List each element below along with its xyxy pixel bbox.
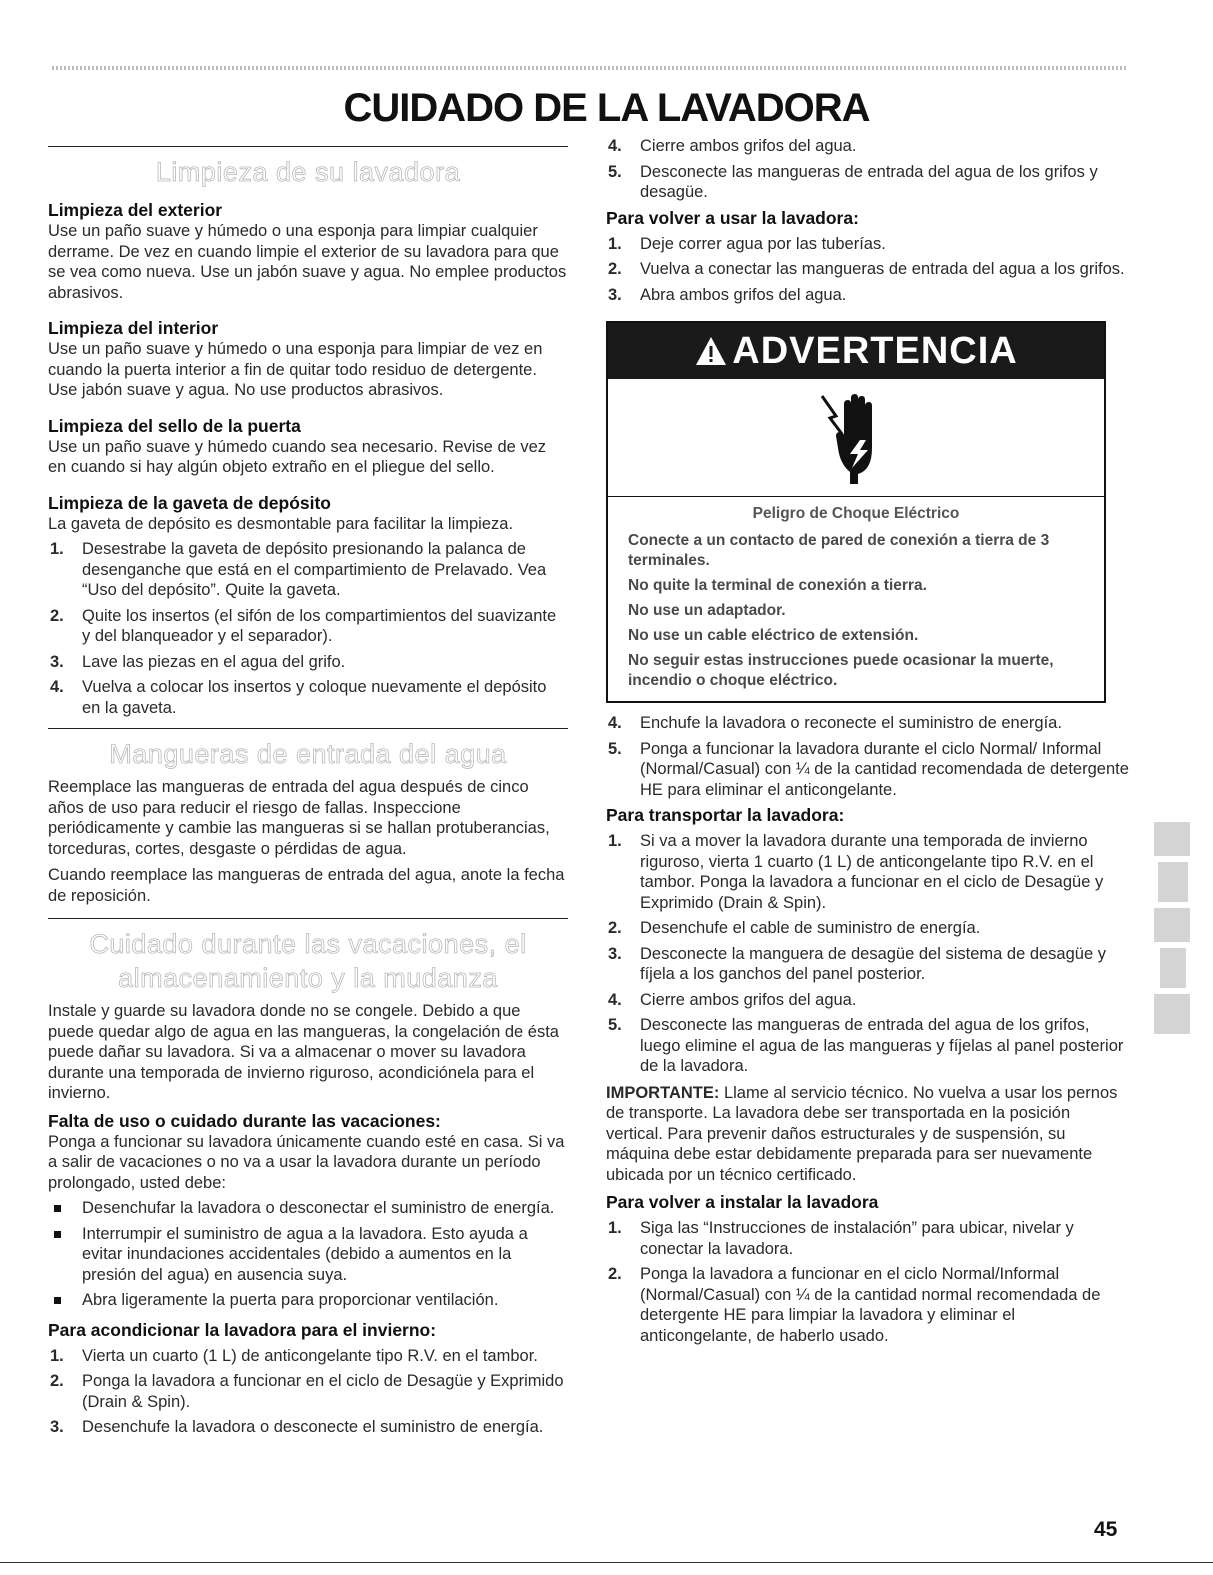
list-item: 5. Desconecte las mangueras de entrada del agua de los grifos, luego elimine el agua de las mangueras y fíjelas al panel posterior de la lavadora. bbox=[608, 1016, 1124, 1075]
warning-body bbox=[608, 497, 1104, 701]
interior-text: Use un paño suave y húmedo o una esponja para limpiar de vez en cuando la puerta interior a fin de quitar todo residuo de detergente. Use jabón suave y agua. No use productos abrasivos. bbox=[48, 340, 543, 399]
list-item: 5. Desconecte las mangueras de entrada del agua de los grifos y desagüe. bbox=[608, 162, 1098, 201]
important-label: IMPORTANTE: bbox=[606, 1083, 720, 1102]
bottom-rule bbox=[0, 1562, 1213, 1563]
list-item: 5. Ponga a funcionar la lavadora durante el ciclo Normal/ Informal (Normal/Casual) con ¼ de la cantidad recomendada de detergente HE para eliminar el anticongelante. bbox=[608, 739, 1129, 799]
reinstall-title: Para volver a instalar la lavadora bbox=[606, 1192, 879, 1212]
warning-header: ADVERTENCIA bbox=[608, 323, 1104, 379]
section-heading-vacation-2: almacenamiento y la mudanza bbox=[118, 963, 498, 993]
list-item: 1. Deje correr agua por las tuberías. bbox=[608, 234, 886, 253]
list-item: 1. Desestrabe la gaveta de depósito presionando la palanca de desenganche que está en el compartimiento de Prelavado. Vea “Uso del depósito”. Quite la gaveta. bbox=[50, 540, 547, 599]
page-number: 45 bbox=[1094, 1518, 1118, 1541]
seal-text: Use un paño suave y húmedo cuando sea necesario. Revise de vez en cuando si hay algún objeto extraño en el pliegue del sello. bbox=[48, 437, 547, 476]
bullet-item: Desenchufar la lavadora o desconectar el suministro de energía. bbox=[48, 1198, 568, 1219]
list-item: 4. Enchufe la lavadora o reconecte el suministro de energía. bbox=[608, 714, 1062, 732]
list-item: 1. Si va a mover la lavadora durante una temporada de invierno riguroso, vierta 1 cuarto (1 L) de anticongelante tipo R.V. en el tambor. Ponga la lavadora a funcionar en el ciclo de Desagüe y Exprimido (Drain & Spin). bbox=[608, 832, 1104, 912]
warning-triangle-icon bbox=[694, 335, 728, 367]
drawer-text: La gaveta de depósito es desmontable para facilitar la limpieza. bbox=[48, 514, 514, 533]
warning-line: No quite la terminal de conexión a tierra. bbox=[628, 577, 927, 594]
hoses-text-2: Cuando reemplace las mangueras de entrada del agua, anote la fecha de reposición. bbox=[48, 866, 565, 905]
important-note bbox=[606, 1083, 1130, 1186]
list-item: 1. Vierta un cuarto (1 L) de anticongelante tipo R.V. en el tambor. bbox=[50, 1346, 538, 1365]
winter-steps bbox=[48, 1346, 568, 1438]
list-item: 1. Siga las “Instrucciones de instalación” para ubicar, nivelar y conectar la lavadora. bbox=[608, 1219, 1074, 1258]
transport-title: Para transportar la lavadora: bbox=[606, 805, 845, 825]
vacation-bullets bbox=[48, 1198, 568, 1311]
list-item: 4. Cierre ambos grifos del agua. bbox=[608, 137, 857, 155]
continued-steps bbox=[606, 136, 1130, 203]
top-dotted-rule bbox=[52, 66, 1127, 70]
reuse-steps bbox=[606, 234, 1130, 306]
list-item: 2. Vuelva a conectar las mangueras de entrada del agua a los grifos. bbox=[608, 260, 1125, 278]
list-item: 3. Desconecte la manguera de desagüe del sistema de desagüe y fíjela a los ganchos del panel posterior. bbox=[608, 944, 1106, 983]
section-divider bbox=[48, 918, 568, 919]
warning-line: No use un adaptador. bbox=[628, 602, 786, 619]
list-item: 3. Abra ambos grifos del agua. bbox=[608, 285, 847, 304]
list-item: 2. Quite los insertos (el sifón de los compartimientos del suavizante y del blanqueador y el separador). bbox=[50, 606, 557, 645]
page-title: CUIDADO DE LA LAVADORA bbox=[343, 86, 870, 130]
exterior-title: Limpieza del exterior bbox=[48, 200, 223, 220]
bullet-item: Abra ligeramente la puerta para proporcionar ventilación. bbox=[48, 1290, 568, 1311]
list-item: 4. Cierre ambos grifos del agua. bbox=[608, 990, 857, 1009]
vacation-text: Ponga a funcionar su lavadora únicamente cuando esté en casa. Si va a salir de vacaciones o no va a usar la lavadora durante un período prolongado, usted debe: bbox=[48, 1132, 565, 1192]
transport-steps bbox=[606, 831, 1130, 1077]
list-item: 3. Lave las piezas en el agua del grifo. bbox=[50, 652, 346, 671]
seal-title: Limpieza del sello de la puerta bbox=[48, 415, 301, 436]
hoses-text-1: Reemplace las mangueras de entrada del agua después de cinco años de uso para reducir el riesgo de fallas. Inspeccione periódicamente y cambie las mangueras si se hallan protuberancias, torceduras, cortes, desgaste o pérdidas de agua. bbox=[48, 778, 550, 858]
left-column bbox=[48, 140, 568, 1438]
side-watermark-stamp bbox=[1148, 818, 1196, 1058]
section-heading-hoses: Mangueras de entrada del agua bbox=[109, 739, 507, 769]
section-heading-vacation-1: Cuidado durante las vacaciones, el bbox=[89, 929, 527, 959]
important-text: Llame al servicio técnico. No vuelva a usar los pernos de transporte. La lavadora debe ser transportada en la posición vertical. Para prevenir daños estructurales y de suspensión, su máquina debe estar debidamente preparada para ser nuevamente ubicada por un técnico certificado. bbox=[606, 1083, 1118, 1184]
winter-title: Para acondicionar la lavadora para el invierno: bbox=[48, 1319, 437, 1340]
warning-box bbox=[606, 321, 1106, 703]
exterior-text: Use un paño suave y húmedo o una esponja para limpiar cualquier derrame. De vez en cuando limpie el exterior de su lavadora para que se vea como nueva. Use un jabón suave y agua. No emplee productos abrasivos. bbox=[48, 222, 567, 302]
list-item: 4. Vuelva a colocar los insertos y coloque nuevamente el depósito en la gaveta. bbox=[50, 678, 547, 717]
section-divider bbox=[48, 146, 568, 147]
shock-hazard-pictogram bbox=[608, 379, 1104, 497]
electric-shock-hand-icon bbox=[816, 390, 896, 486]
right-column bbox=[606, 136, 1130, 1346]
section-divider bbox=[48, 728, 568, 729]
reuse-title: Para volver a usar la lavadora: bbox=[606, 207, 859, 228]
interior-title: Limpieza del interior bbox=[48, 318, 219, 338]
warning-line: Conecte a un contacto de pared de conexión a tierra de 3 terminales. bbox=[628, 532, 1050, 569]
list-item: 2. Ponga la lavadora a funcionar en el ciclo de Desagüe y Exprimido (Drain & Spin). bbox=[50, 1372, 564, 1411]
section-heading-cleaning: Limpieza de su lavadora bbox=[155, 157, 461, 187]
drawer-steps bbox=[48, 539, 568, 718]
list-item: 2. Ponga la lavadora a funcionar en el ciclo Normal/Informal (Normal/Casual) con ¼ de la cantidad normal recomendada de detergente HE para limpiar la lavadora y eliminar el anticongelante, de haberlo usado. bbox=[608, 1265, 1101, 1345]
bullet-item: Interrumpir el suministro de agua a la lavadora. Esto ayuda a evitar inundaciones accidentales (debido a aumentos en la presión del agua) en ausencia suya. bbox=[48, 1224, 568, 1286]
after-steps bbox=[606, 713, 1130, 800]
list-item: 2. Desenchufe el cable de suministro de energía. bbox=[608, 919, 981, 937]
drawer-title: Limpieza de la gaveta de depósito bbox=[48, 492, 331, 513]
reinstall-steps bbox=[606, 1218, 1130, 1346]
warning-title: Peligro de Choque Eléctrico bbox=[752, 505, 960, 522]
storage-text: Instale y guarde su lavadora donde no se congele. Debido a que puede quedar algo de agua en las mangueras, la congelación de ésta puede dañar su lavadora. Si va a almacenar o mover su lavadora durante una temporada de invierno riguroso, acondiciónela para el invierno. bbox=[48, 1002, 559, 1102]
vacation-title: Falta de uso o cuidado durante las vacaciones: bbox=[48, 1110, 441, 1131]
warning-line: No seguir estas instrucciones puede ocasionar la muerte, incendio o choque eléctrico. bbox=[628, 652, 1054, 689]
warning-line: No use un cable eléctrico de extensión. bbox=[628, 627, 919, 644]
list-item: 3. Desenchufe la lavadora o desconecte el suministro de energía. bbox=[50, 1418, 544, 1436]
